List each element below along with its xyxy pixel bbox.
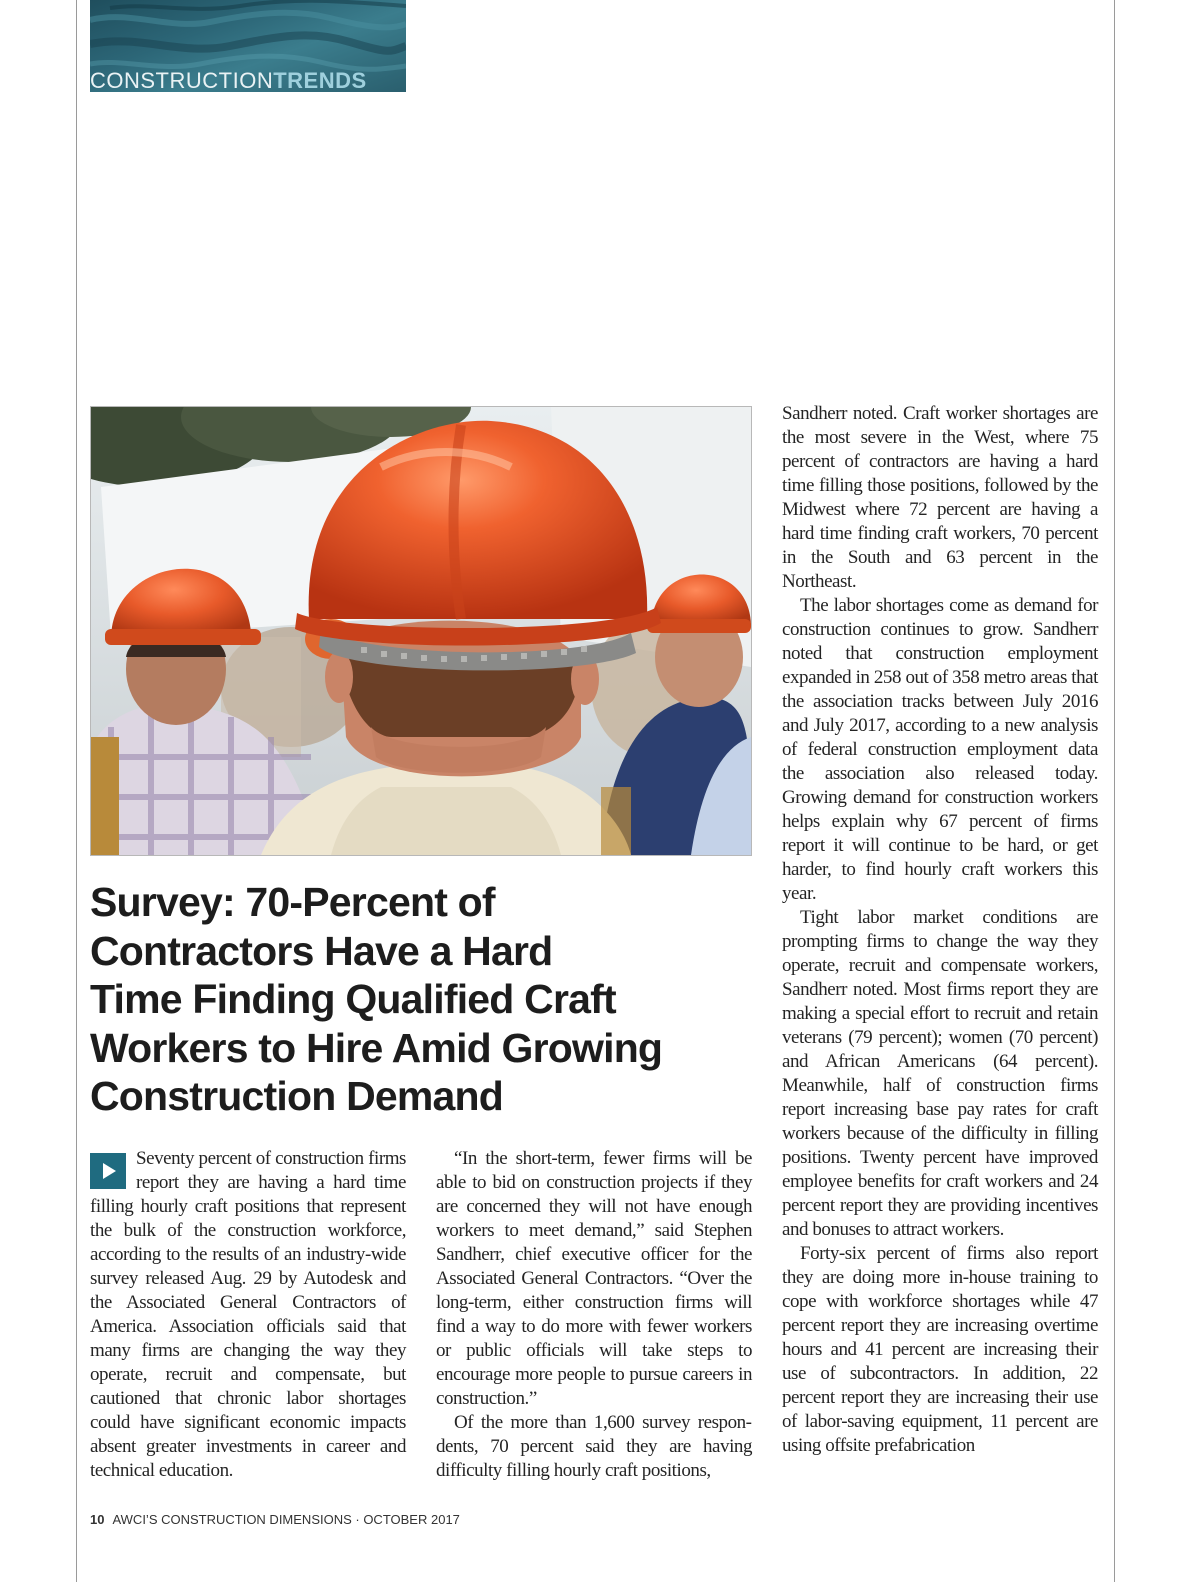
article-headline <box>90 878 752 1121</box>
headline-line-2: Contractors Have a Hard <box>90 927 553 974</box>
article-column-2 <box>436 1147 752 1483</box>
article-column-3 <box>782 402 1098 1458</box>
headline-line-4: Workers to Hire Amid Growing <box>90 1024 663 1071</box>
section-title-bold: TRENDS <box>273 68 367 92</box>
col3-paragraph-3: Tight labor market conditions are prompting firms to change the way they operate, recruit and compensate workers, Sandherr noted. Most firms report they are making a special effort to recruit and retain veterans (79 percent); women (70 percent) and African Americans (64 percent). Meanwhile, half of construction firms report increasing base pay rates for craft workers because of the difficulty in filling positions. Twenty percent have improved employee benefits for craft workers and 24 percent report they are providing incentives and bonuses to attract workers. <box>782 907 1098 1240</box>
section-title <box>90 70 367 92</box>
publication-info: AWCI’S CONSTRUCTION DIMENSIONS · OCTOBER 2017 <box>112 1512 460 1527</box>
page-footer <box>90 1512 460 1527</box>
page-border-left <box>76 0 77 1582</box>
col3-paragraph-2: The labor shortages come as demand for construction continues to grow. Sandherr noted that construction employment expanded in 258 out of 358 metro areas that the association tracks between July 2016 and July 2017, according to a new analysis of federal construction employment data the association also released today. Growing demand for construction workers helps explain why 67 percent of firms report it will continue to be hard, or get harder, to find hourly craft workers this year. <box>782 595 1098 904</box>
article-column-1 <box>90 1147 406 1483</box>
page-number: 10 <box>90 1512 105 1527</box>
col2-paragraph-2: Of the more than 1,600 survey respondents, 70 percent said they are having difficulty filling hourly craft positions, <box>436 1412 752 1481</box>
article-photo <box>90 406 752 856</box>
article-start-play-icon <box>90 1153 126 1189</box>
col3-paragraph-1: Sandherr noted. Craft worker shortages are the most severe in the West, where 75 percent of contractors are having a hard time filling those positions, followed by the Midwest where 72 percent are having a hard time finding craft workers, 70 percent in the South and 63 percent in the Northeast. <box>782 403 1098 592</box>
col2-paragraph-1: “In the short-term, fewer firms will be able to bid on construction projects if they are concerned they will not have enough workers to meet demand,” said Stephen Sandherr, chief executive officer for the Associated General Contractors. “Over the long-term, either construction firms will find a way to do more with fewer workers or public officials will take steps to encourage more people to pursue careers in construction.” <box>436 1148 752 1409</box>
headline-line-3: Time Finding Qualified Craft <box>90 976 616 1022</box>
col1-paragraph-1: Seventy percent of construction firms report they are having a hard time filling hourly craft positions that represent the bulk of the construction workforce, according to the results of an industry-wide survey released Aug. 29 by Autodesk and the Associated General Contractors of America. Association officials said that many firms are changing the way they operate, recruit and compensate, but cautioned that chronic labor shortages could have significant economic impacts absent greater investments in career and technical education. <box>90 1148 406 1481</box>
headline-line-1: Survey: 70-Percent of <box>90 879 495 925</box>
col3-paragraph-4: Forty-six percent of firms also report they are doing more in-house training to cope with workforce shortages while 47 percent report they are increasing overtime hours and 41 percent are increasing their use of subcontractors. In addition, 22 percent report they are increasing their use of labor-saving equipment, 11 percent are using offsite prefabrication <box>782 1243 1098 1456</box>
page-border-right <box>1114 0 1115 1582</box>
section-title-light: CONSTRUCTION <box>90 68 274 92</box>
construction-workers-hard-hats-photo <box>91 407 751 855</box>
section-header-banner <box>90 0 406 92</box>
headline-line-5: Construction Demand <box>90 1073 504 1119</box>
